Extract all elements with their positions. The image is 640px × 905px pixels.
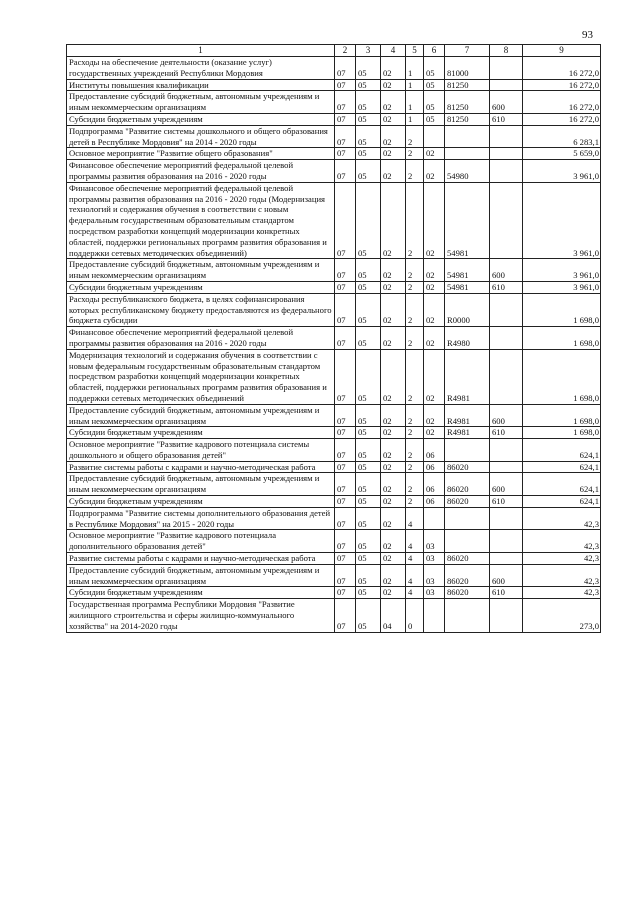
- table-row: [67, 530, 601, 553]
- event-code-cell: 02: [424, 404, 445, 427]
- type-code-cell: [490, 461, 523, 473]
- section-code-cell: 07: [335, 427, 356, 439]
- expense-name-cell: Финансовое обеспечение мероприятий федеральной целевой программы развития образования на 2016 - 2020 годы: [67, 160, 335, 183]
- expense-name-cell: Подпрограмма "Развитие системы дошкольного и общего образования детей в Республике Мордовия" на 2014 - 2020 годы: [67, 125, 335, 148]
- program-code-cell: 02: [381, 160, 406, 183]
- table-row: [67, 553, 601, 565]
- table-row: [67, 496, 601, 508]
- section-code-cell: 07: [335, 461, 356, 473]
- subprogram-code-cell: 2: [406, 293, 424, 326]
- col-header-4: 4: [381, 45, 406, 57]
- expense-name-cell: Развитие системы работы с кадрами и научно-методическая работа: [67, 461, 335, 473]
- amount-cell: 42,3: [523, 553, 601, 565]
- event-code-cell: 06: [424, 473, 445, 496]
- type-code-cell: 600: [490, 564, 523, 587]
- program-code-cell: 02: [381, 148, 406, 160]
- section-code-cell: 07: [335, 113, 356, 125]
- section-code-cell: 07: [335, 496, 356, 508]
- expense-name-cell: Предоставление субсидий бюджетным, автономным учреждениям и иным некоммерческим организациям: [67, 564, 335, 587]
- event-code-cell: 03: [424, 553, 445, 565]
- type-code-cell: [490, 182, 523, 259]
- subsection-code-cell: 05: [356, 91, 381, 114]
- subsection-code-cell: 05: [356, 259, 381, 282]
- target-code-cell: 86020: [445, 473, 490, 496]
- subprogram-code-cell: 2: [406, 473, 424, 496]
- subprogram-code-cell: 0: [406, 599, 424, 632]
- subprogram-code-cell: 2: [406, 148, 424, 160]
- expense-name-cell: Субсидии бюджетным учреждениям: [67, 427, 335, 439]
- program-code-cell: 02: [381, 427, 406, 439]
- subsection-code-cell: 05: [356, 148, 381, 160]
- type-code-cell: [490, 148, 523, 160]
- target-code-cell: 54980: [445, 160, 490, 183]
- subsection-code-cell: 05: [356, 182, 381, 259]
- table-row: [67, 461, 601, 473]
- amount-cell: 16 272,0: [523, 113, 601, 125]
- type-code-cell: [490, 439, 523, 462]
- subprogram-code-cell: 2: [406, 182, 424, 259]
- event-code-cell: 03: [424, 587, 445, 599]
- target-code-cell: R0000: [445, 293, 490, 326]
- type-code-cell: 600: [490, 404, 523, 427]
- table-row: [67, 281, 601, 293]
- amount-cell: 624,1: [523, 461, 601, 473]
- expense-name-cell: Основное мероприятие "Развитие кадрового потенциала системы дошкольного и общего образования детей": [67, 439, 335, 462]
- type-code-cell: [490, 553, 523, 565]
- expense-name-cell: Расходы республиканского бюджета, в целях софинансирования которых республиканскому бюджету предоставляются из федерального бюджета субсидии: [67, 293, 335, 326]
- section-code-cell: 07: [335, 91, 356, 114]
- expense-name-cell: Развитие системы работы с кадрами и научно-методическая работа: [67, 553, 335, 565]
- target-code-cell: [445, 507, 490, 530]
- section-code-cell: 07: [335, 404, 356, 427]
- table-row: [67, 327, 601, 350]
- target-code-cell: R4981: [445, 349, 490, 404]
- target-code-cell: 86020: [445, 461, 490, 473]
- amount-cell: 1 698,0: [523, 349, 601, 404]
- subprogram-code-cell: 4: [406, 507, 424, 530]
- subsection-code-cell: 05: [356, 57, 381, 80]
- expense-name-cell: Предоставление субсидий бюджетным, автономным учреждениям и иным некоммерческим организациям: [67, 404, 335, 427]
- event-code-cell: [424, 507, 445, 530]
- program-code-cell: 04: [381, 599, 406, 632]
- type-code-cell: [490, 125, 523, 148]
- col-header-7: 7: [445, 45, 490, 57]
- subsection-code-cell: 05: [356, 293, 381, 326]
- event-code-cell: 02: [424, 259, 445, 282]
- subsection-code-cell: 05: [356, 553, 381, 565]
- expense-name-cell: Финансовое обеспечение мероприятий федеральной целевой программы развития образования на 2016 - 2020 годы: [67, 327, 335, 350]
- event-code-cell: 05: [424, 79, 445, 91]
- amount-cell: 42,3: [523, 564, 601, 587]
- program-code-cell: 02: [381, 461, 406, 473]
- amount-cell: 16 272,0: [523, 57, 601, 80]
- subprogram-code-cell: 2: [406, 259, 424, 282]
- program-code-cell: 02: [381, 91, 406, 114]
- target-code-cell: 54981: [445, 182, 490, 259]
- program-code-cell: 02: [381, 553, 406, 565]
- amount-cell: 1 698,0: [523, 293, 601, 326]
- expense-name-cell: Основное мероприятие "Развитие общего образования": [67, 148, 335, 160]
- table-row: [67, 507, 601, 530]
- amount-cell: 42,3: [523, 507, 601, 530]
- expense-name-cell: Предоставление субсидий бюджетным, автономным учреждениям и иным некоммерческим организациям: [67, 91, 335, 114]
- program-code-cell: 02: [381, 79, 406, 91]
- program-code-cell: 02: [381, 182, 406, 259]
- table-row: [67, 564, 601, 587]
- event-code-cell: [424, 599, 445, 632]
- section-code-cell: 07: [335, 599, 356, 632]
- subsection-code-cell: 05: [356, 327, 381, 350]
- type-code-cell: 600: [490, 259, 523, 282]
- event-code-cell: 06: [424, 461, 445, 473]
- section-code-cell: 07: [335, 530, 356, 553]
- amount-cell: 1 698,0: [523, 404, 601, 427]
- program-code-cell: 02: [381, 259, 406, 282]
- section-code-cell: 07: [335, 125, 356, 148]
- amount-cell: 624,1: [523, 496, 601, 508]
- program-code-cell: 02: [381, 281, 406, 293]
- type-code-cell: 600: [490, 91, 523, 114]
- section-code-cell: 07: [335, 182, 356, 259]
- subsection-code-cell: 05: [356, 427, 381, 439]
- section-code-cell: 07: [335, 259, 356, 282]
- target-code-cell: 86020: [445, 587, 490, 599]
- type-code-cell: [490, 530, 523, 553]
- target-code-cell: 81250: [445, 79, 490, 91]
- amount-cell: 1 698,0: [523, 327, 601, 350]
- section-code-cell: 07: [335, 79, 356, 91]
- table-row: [67, 79, 601, 91]
- table-row: [67, 404, 601, 427]
- program-code-cell: 02: [381, 57, 406, 80]
- program-code-cell: 02: [381, 530, 406, 553]
- event-code-cell: 02: [424, 293, 445, 326]
- type-code-cell: 610: [490, 113, 523, 125]
- event-code-cell: 02: [424, 148, 445, 160]
- section-code-cell: 07: [335, 148, 356, 160]
- amount-cell: 3 961,0: [523, 259, 601, 282]
- subprogram-code-cell: 2: [406, 327, 424, 350]
- program-code-cell: 02: [381, 439, 406, 462]
- expense-name-cell: Расходы на обеспечение деятельности (оказание услуг) государственных учреждений Республики Мордовия: [67, 57, 335, 80]
- expense-name-cell: Институты повышения квалификации: [67, 79, 335, 91]
- subsection-code-cell: 05: [356, 564, 381, 587]
- amount-cell: 1 698,0: [523, 427, 601, 439]
- expense-name-cell: Финансовое обеспечение мероприятий федеральной целевой программы развития образования на 2016 - 2020 годы (Модернизация технологий и содержания обучения в соответствии с новым федеральным государственным образовательным стандартом посредством разработки концепций модернизации конкретных областей, поддержки региональных программ развития образования и поддержки сетевых методических объединений): [67, 182, 335, 259]
- section-code-cell: 07: [335, 553, 356, 565]
- section-code-cell: 07: [335, 507, 356, 530]
- program-code-cell: 02: [381, 496, 406, 508]
- subprogram-code-cell: 2: [406, 125, 424, 148]
- subprogram-code-cell: 2: [406, 439, 424, 462]
- col-header-6: 6: [424, 45, 445, 57]
- target-code-cell: [445, 148, 490, 160]
- target-code-cell: 86020: [445, 496, 490, 508]
- subsection-code-cell: 05: [356, 281, 381, 293]
- subprogram-code-cell: 1: [406, 79, 424, 91]
- event-code-cell: 06: [424, 439, 445, 462]
- header-row: [67, 45, 601, 57]
- table-row: [67, 57, 601, 80]
- expense-name-cell: Государственная программа Республики Мордовия "Развитие жилищного строительства и сферы жилищно-коммунального хозяйства" на 2014-2020 годы: [67, 599, 335, 632]
- table-row: [67, 259, 601, 282]
- subsection-code-cell: 05: [356, 473, 381, 496]
- amount-cell: 5 659,0: [523, 148, 601, 160]
- event-code-cell: 02: [424, 327, 445, 350]
- type-code-cell: 610: [490, 427, 523, 439]
- subprogram-code-cell: 2: [406, 160, 424, 183]
- type-code-cell: [490, 599, 523, 632]
- subprogram-code-cell: 2: [406, 349, 424, 404]
- amount-cell: 3 961,0: [523, 160, 601, 183]
- table-row: [67, 160, 601, 183]
- section-code-cell: 07: [335, 564, 356, 587]
- event-code-cell: [424, 125, 445, 148]
- type-code-cell: [490, 57, 523, 80]
- type-code-cell: [490, 327, 523, 350]
- amount-cell: 16 272,0: [523, 79, 601, 91]
- target-code-cell: 81250: [445, 91, 490, 114]
- subsection-code-cell: 05: [356, 439, 381, 462]
- subprogram-code-cell: 1: [406, 57, 424, 80]
- col-header-2: 2: [335, 45, 356, 57]
- subsection-code-cell: 05: [356, 507, 381, 530]
- program-code-cell: 02: [381, 327, 406, 350]
- section-code-cell: 07: [335, 57, 356, 80]
- event-code-cell: 02: [424, 281, 445, 293]
- expense-name-cell: Субсидии бюджетным учреждениям: [67, 281, 335, 293]
- amount-cell: 6 283,1: [523, 125, 601, 148]
- table-row: [67, 182, 601, 259]
- col-header-8: 8: [490, 45, 523, 57]
- event-code-cell: 02: [424, 427, 445, 439]
- subprogram-code-cell: 4: [406, 553, 424, 565]
- target-code-cell: R4980: [445, 327, 490, 350]
- table-row: [67, 148, 601, 160]
- program-code-cell: 02: [381, 113, 406, 125]
- col-header-1: 1: [67, 45, 335, 57]
- col-header-3: 3: [356, 45, 381, 57]
- table-row: [67, 473, 601, 496]
- target-code-cell: 54981: [445, 259, 490, 282]
- subsection-code-cell: 05: [356, 530, 381, 553]
- table-row: [67, 587, 601, 599]
- expense-name-cell: Подпрограмма "Развитие системы дополнительного образования детей в Республике Мордовия" на 2015 - 2020 годы: [67, 507, 335, 530]
- event-code-cell: 03: [424, 530, 445, 553]
- subprogram-code-cell: 4: [406, 530, 424, 553]
- type-code-cell: [490, 349, 523, 404]
- subsection-code-cell: 05: [356, 587, 381, 599]
- subsection-code-cell: 05: [356, 113, 381, 125]
- table-row: [67, 599, 601, 632]
- expense-name-cell: Субсидии бюджетным учреждениям: [67, 113, 335, 125]
- subsection-code-cell: 05: [356, 404, 381, 427]
- type-code-cell: 600: [490, 473, 523, 496]
- table-row: [67, 91, 601, 114]
- program-code-cell: 02: [381, 587, 406, 599]
- type-code-cell: 610: [490, 587, 523, 599]
- target-code-cell: [445, 599, 490, 632]
- event-code-cell: 03: [424, 564, 445, 587]
- event-code-cell: 05: [424, 57, 445, 80]
- amount-cell: 3 961,0: [523, 182, 601, 259]
- expense-name-cell: Предоставление субсидий бюджетным, автономным учреждениям и иным некоммерческим организациям: [67, 473, 335, 496]
- subprogram-code-cell: 2: [406, 281, 424, 293]
- target-code-cell: R4981: [445, 427, 490, 439]
- expense-name-cell: Модернизация технологий и содержания обучения в соответствии с новым федеральным государственным образовательным стандартом посредством разработки концепций модернизации конкретных областей, поддержки региональных программ развития образования и поддержки сетевых методических объединений: [67, 349, 335, 404]
- page-number: 93: [582, 29, 593, 41]
- program-code-cell: 02: [381, 125, 406, 148]
- table-row: [67, 349, 601, 404]
- event-code-cell: 06: [424, 496, 445, 508]
- target-code-cell: 81000: [445, 57, 490, 80]
- subprogram-code-cell: 1: [406, 113, 424, 125]
- type-code-cell: [490, 293, 523, 326]
- section-code-cell: 07: [335, 160, 356, 183]
- subprogram-code-cell: 4: [406, 564, 424, 587]
- table-row: [67, 439, 601, 462]
- target-code-cell: 86020: [445, 564, 490, 587]
- section-code-cell: 07: [335, 587, 356, 599]
- program-code-cell: 02: [381, 293, 406, 326]
- amount-cell: 273,0: [523, 599, 601, 632]
- target-code-cell: R4981: [445, 404, 490, 427]
- table-row: [67, 113, 601, 125]
- amount-cell: 624,1: [523, 439, 601, 462]
- subprogram-code-cell: 2: [406, 496, 424, 508]
- subsection-code-cell: 05: [356, 599, 381, 632]
- type-code-cell: [490, 160, 523, 183]
- subsection-code-cell: 05: [356, 79, 381, 91]
- expense-name-cell: Субсидии бюджетным учреждениям: [67, 587, 335, 599]
- type-code-cell: 610: [490, 496, 523, 508]
- expense-name-cell: Предоставление субсидий бюджетным, автономным учреждениям и иным некоммерческим организациям: [67, 259, 335, 282]
- section-code-cell: 07: [335, 349, 356, 404]
- event-code-cell: 05: [424, 91, 445, 114]
- subprogram-code-cell: 1: [406, 91, 424, 114]
- amount-cell: 16 272,0: [523, 91, 601, 114]
- amount-cell: 42,3: [523, 530, 601, 553]
- subsection-code-cell: 05: [356, 496, 381, 508]
- subprogram-code-cell: 2: [406, 404, 424, 427]
- section-code-cell: 07: [335, 293, 356, 326]
- subsection-code-cell: 05: [356, 125, 381, 148]
- target-code-cell: 81250: [445, 113, 490, 125]
- program-code-cell: 02: [381, 473, 406, 496]
- event-code-cell: 02: [424, 349, 445, 404]
- table-row: [67, 125, 601, 148]
- section-code-cell: 07: [335, 281, 356, 293]
- event-code-cell: 05: [424, 113, 445, 125]
- subprogram-code-cell: 2: [406, 461, 424, 473]
- table-row: [67, 427, 601, 439]
- event-code-cell: 02: [424, 182, 445, 259]
- expense-name-cell: Субсидии бюджетным учреждениям: [67, 496, 335, 508]
- program-code-cell: 02: [381, 564, 406, 587]
- type-code-cell: 610: [490, 281, 523, 293]
- col-header-9: 9: [523, 45, 601, 57]
- section-code-cell: 07: [335, 473, 356, 496]
- program-code-cell: 02: [381, 507, 406, 530]
- event-code-cell: 02: [424, 160, 445, 183]
- target-code-cell: 86020: [445, 553, 490, 565]
- col-header-5: 5: [406, 45, 424, 57]
- subprogram-code-cell: 4: [406, 587, 424, 599]
- type-code-cell: [490, 507, 523, 530]
- amount-cell: 3 961,0: [523, 281, 601, 293]
- target-code-cell: [445, 530, 490, 553]
- subsection-code-cell: 05: [356, 349, 381, 404]
- amount-cell: 42,3: [523, 587, 601, 599]
- program-code-cell: 02: [381, 349, 406, 404]
- program-code-cell: 02: [381, 404, 406, 427]
- subsection-code-cell: 05: [356, 160, 381, 183]
- amount-cell: 624,1: [523, 473, 601, 496]
- subsection-code-cell: 05: [356, 461, 381, 473]
- target-code-cell: [445, 439, 490, 462]
- subprogram-code-cell: 2: [406, 427, 424, 439]
- type-code-cell: [490, 79, 523, 91]
- section-code-cell: 07: [335, 327, 356, 350]
- target-code-cell: 54981: [445, 281, 490, 293]
- section-code-cell: 07: [335, 439, 356, 462]
- target-code-cell: [445, 125, 490, 148]
- expense-name-cell: Основное мероприятие "Развитие кадрового потенциала дополнительного образования детей": [67, 530, 335, 553]
- budget-table: [66, 44, 601, 633]
- table-row: [67, 293, 601, 326]
